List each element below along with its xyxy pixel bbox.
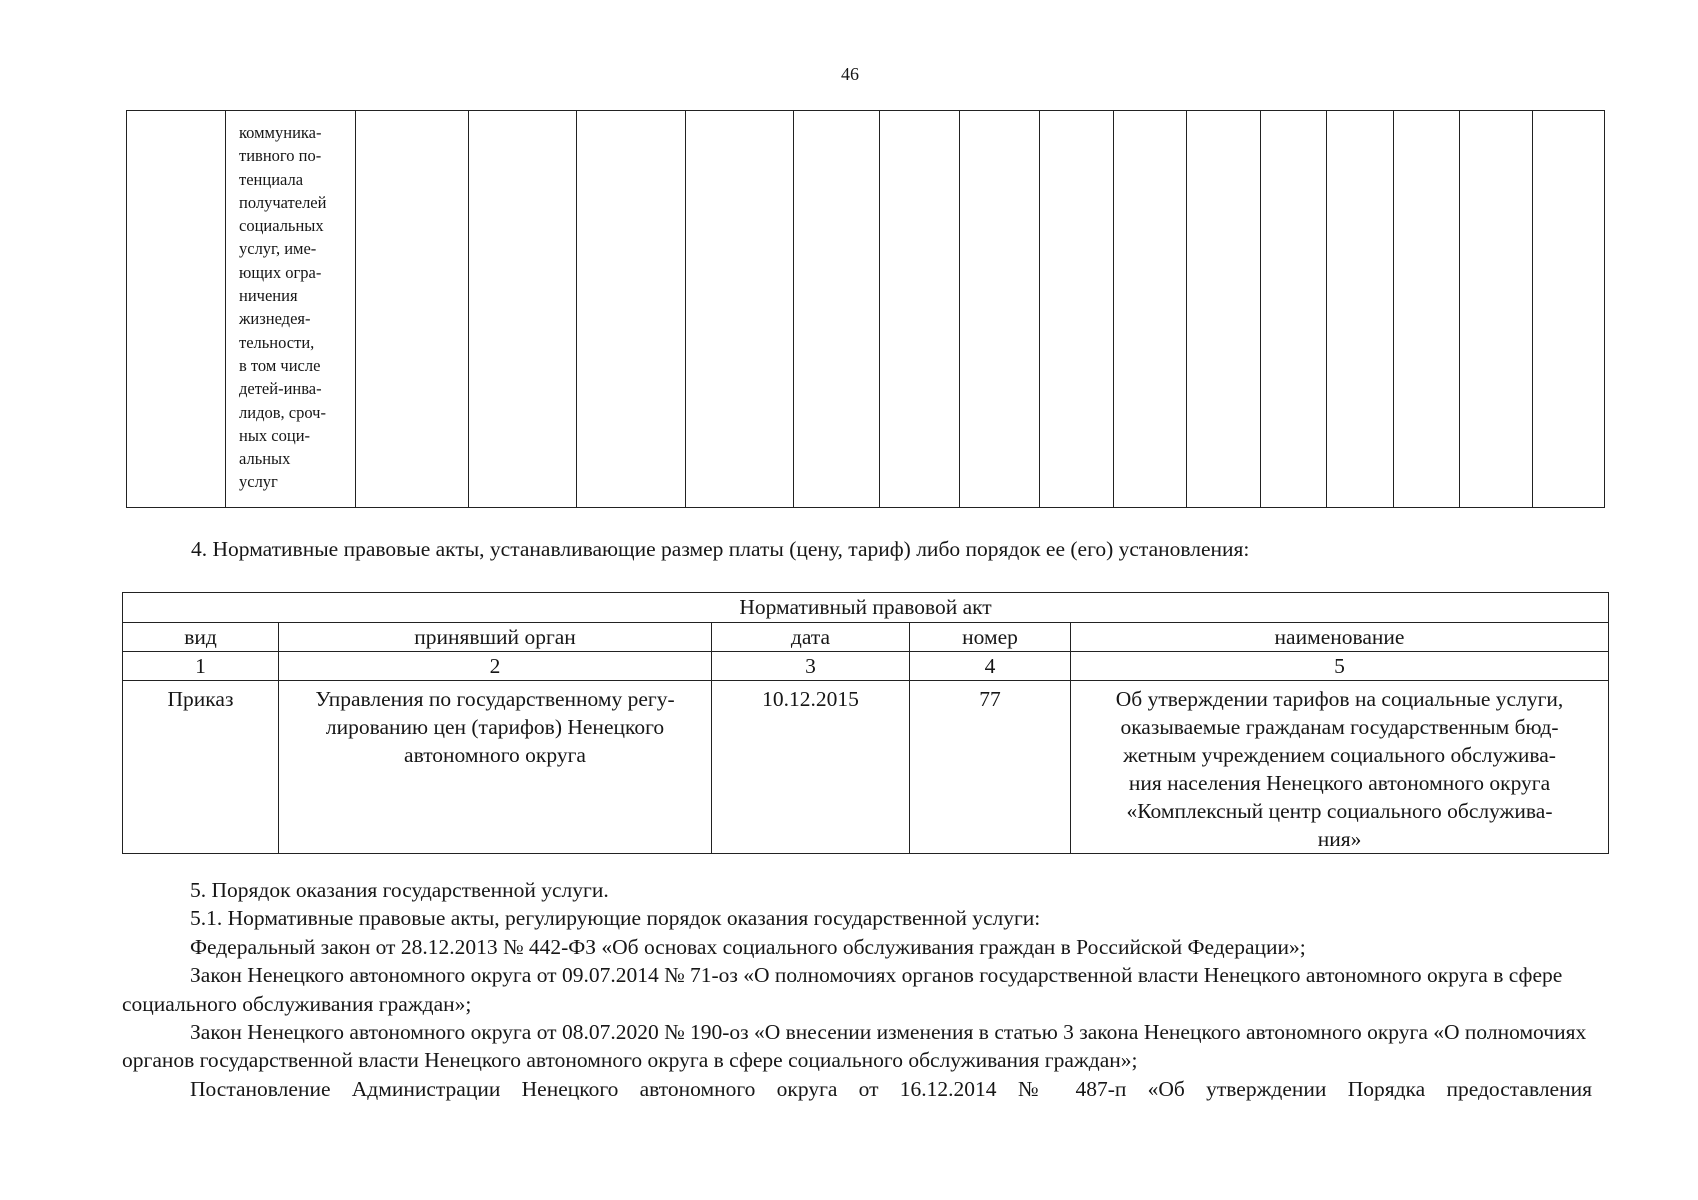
table-cell xyxy=(356,111,469,508)
column-number: 5 xyxy=(1071,652,1609,681)
table-cell xyxy=(686,111,794,508)
cell-text-line: ния населения Ненецкого автономного округа xyxy=(1128,771,1551,795)
section-4-heading: 4. Нормативные правовые акты, устанавливающие размер платы (цену, тариф) либо порядок ее (его) установления: xyxy=(191,537,1250,561)
column-header: наименование xyxy=(1071,623,1609,652)
page-number: 46 xyxy=(841,64,859,84)
cell-text-line: ных соци- xyxy=(239,425,311,445)
table-cell xyxy=(1261,111,1327,508)
column-number: 4 xyxy=(910,652,1071,681)
cell-text-line: в том числе xyxy=(239,355,321,375)
table-cell xyxy=(1040,111,1114,508)
cell-text-line: автономного округа xyxy=(404,743,586,767)
column-number: 2 xyxy=(279,652,712,681)
section-5-1-heading: 5.1. Нормативные правовые акты, регулирующие порядок оказания государственной услуги: xyxy=(190,906,1041,931)
column-number: 3 xyxy=(712,652,910,681)
column-header: номер xyxy=(910,623,1071,652)
column-header: вид xyxy=(123,623,279,652)
act-type-cell: Приказ xyxy=(123,681,279,854)
table-cell xyxy=(1187,111,1261,508)
table-cell xyxy=(1114,111,1187,508)
cell-text-line: «Комплексный центр социального обслужива- xyxy=(1126,799,1553,823)
cell-text-line: лидов, сроч- xyxy=(239,402,326,422)
table-cell xyxy=(1533,111,1605,508)
cell-text-line: Об утверждении тарифов на социальные услуги, xyxy=(1115,687,1564,711)
cell-text-line: коммуника- xyxy=(239,123,322,142)
table-cell xyxy=(127,111,226,508)
table-cell xyxy=(880,111,960,508)
table-row xyxy=(123,681,1609,854)
cell-text-line: тельности, xyxy=(239,332,315,352)
section-5-heading: 5. Порядок оказания государственной услуги. xyxy=(190,878,609,902)
cell-text-line: услуг xyxy=(239,472,278,492)
cell-text-line: жетным учреждением социального обслужива- xyxy=(1123,743,1556,767)
legal-act-paragraph: Постановление Администрации Ненецкого автономного округа от 16.12.2014 № 487-п «Об утверждении Порядка предоставления xyxy=(190,1076,1592,1101)
service-description-cell xyxy=(226,111,356,508)
table-caption: Нормативный правовой акт xyxy=(123,593,1609,623)
services-table-continuation xyxy=(126,110,1605,508)
cell-text-line: оказываемые гражданам государственным бюд- xyxy=(1120,715,1559,739)
issuing-body-cell xyxy=(279,681,712,854)
cell-text-line: детей-инва- xyxy=(239,379,322,399)
column-number: 1 xyxy=(123,652,279,681)
cell-text-line: социальных xyxy=(239,216,324,236)
table-cell xyxy=(794,111,880,508)
cell-text-line: ничения xyxy=(239,286,298,306)
column-header: дата xyxy=(712,623,910,652)
column-header: принявший орган xyxy=(279,623,712,652)
table-cell xyxy=(1460,111,1533,508)
cell-text-line: ния» xyxy=(1317,827,1362,851)
cell-text-line: жизнедея- xyxy=(239,309,311,329)
cell-text-line: услуг, име- xyxy=(239,239,317,259)
act-date-cell: 10.12.2015 xyxy=(712,681,910,854)
cell-text-line: альных xyxy=(239,449,291,469)
cell-text-line: лированию цен (тарифов) Ненецкого xyxy=(325,715,665,739)
table-cell xyxy=(960,111,1040,508)
table-cell xyxy=(577,111,686,508)
table-cell xyxy=(1327,111,1394,508)
cell-text-line: Управления по государственному регу- xyxy=(315,687,675,711)
cell-text-line: ющих огра- xyxy=(239,262,322,282)
legal-act-paragraph: Закон Ненецкого автономного округа от 08.07.2020 № 190-оз «О внесении изменения в статью 3 закона Ненецкого автономного округа «О полномочиях органов государственной власти Ненецкого автономного округа в сфере социального обслуживания граждан»; xyxy=(122,1020,1587,1073)
legal-act-paragraph: Федеральный закон от 28.12.2013 № 442-ФЗ «Об основах социального обслуживания граждан в Российской Федерации»; xyxy=(190,934,1306,959)
act-name-cell xyxy=(1071,681,1609,854)
cell-text-line: получателей xyxy=(239,192,327,212)
act-number-cell: 77 xyxy=(910,681,1071,854)
table-cell xyxy=(469,111,577,508)
legal-act-paragraph: Закон Ненецкого автономного округа от 09.07.2014 № 71-оз «О полномочиях органов государственной власти Ненецкого автономного округа в сфере социального обслуживания граждан»; xyxy=(122,963,1563,1016)
normative-acts-table xyxy=(122,592,1609,854)
cell-text-line: тенциала xyxy=(239,169,304,189)
table-cell xyxy=(1394,111,1460,508)
cell-text-line: тивного по- xyxy=(239,146,322,166)
section-5-body xyxy=(122,876,1592,1103)
